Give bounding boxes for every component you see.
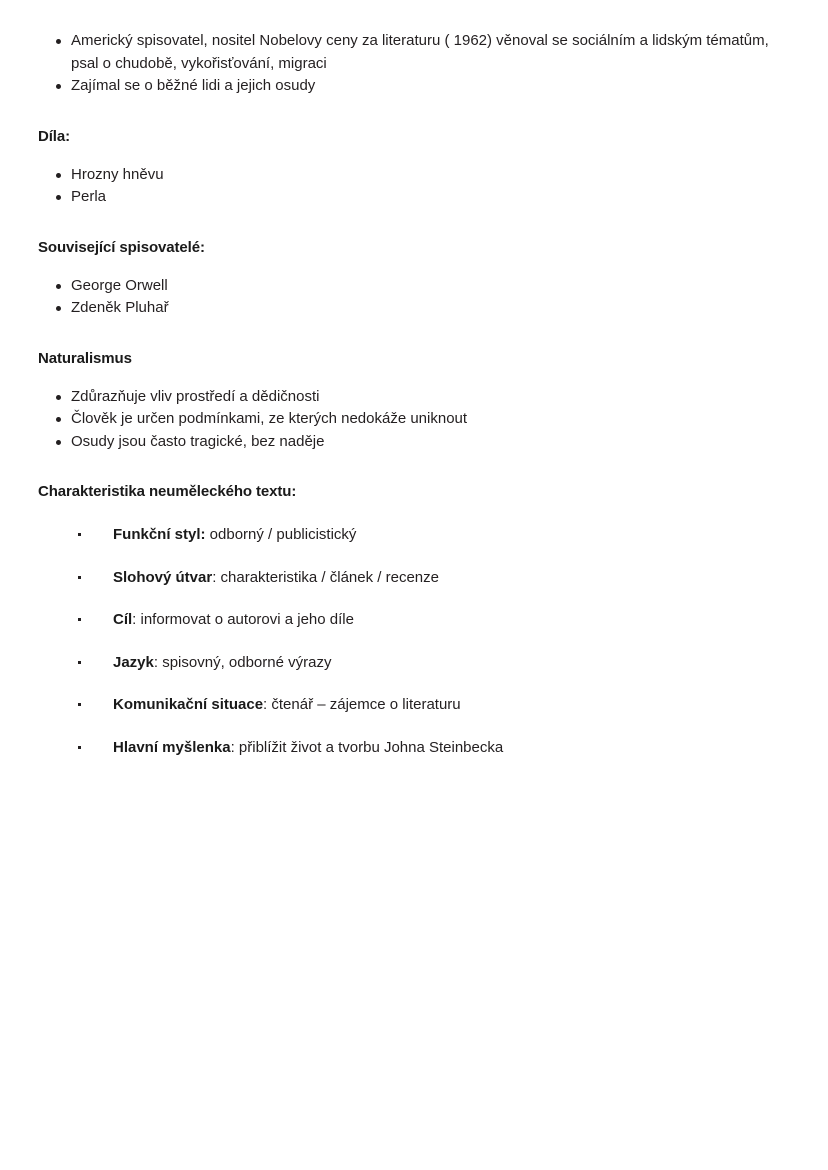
bullet-dot-icon bbox=[56, 39, 61, 44]
bullet-dot-icon bbox=[56, 417, 61, 422]
bullet-square-icon bbox=[78, 533, 81, 536]
intro-bullet-list bbox=[38, 30, 790, 98]
list-item-label: Cíl bbox=[113, 611, 133, 628]
list-item bbox=[38, 75, 790, 98]
list-item bbox=[38, 186, 790, 209]
list-item bbox=[38, 275, 790, 298]
bullet-dot-icon bbox=[56, 195, 61, 200]
list-item bbox=[38, 386, 790, 409]
list-item-label: Slohový útvar bbox=[113, 568, 213, 586]
section-heading-charakteristika: Charakteristika neuměleckého textu: bbox=[38, 483, 297, 500]
souvisejici-list bbox=[38, 275, 790, 320]
list-item bbox=[38, 609, 790, 631]
section-heading-naturalismus: Naturalismus bbox=[38, 349, 132, 367]
list-item-value: : charakteristika / článek / recenze bbox=[212, 568, 439, 586]
list-item-value: : spisovný, odborné výrazy bbox=[153, 653, 332, 671]
list-item bbox=[38, 737, 790, 759]
list-item-text: Americký spisovatel, nositel Nobelovy ceny za literaturu ( 1962) věnoval se sociálním a lidským tématům, psal o chudobě, vykořisťování, migraci bbox=[71, 32, 769, 72]
bullet-square-icon bbox=[78, 576, 81, 579]
naturalismus-list bbox=[38, 386, 790, 454]
list-item bbox=[38, 164, 790, 187]
bullet-dot-icon bbox=[56, 173, 61, 178]
bullet-square-icon bbox=[78, 746, 81, 749]
list-item bbox=[38, 652, 790, 674]
list-item-value: odborný / publicistický bbox=[205, 526, 357, 543]
list-item-text: Osudy jsou často tragické, bez naděje bbox=[71, 432, 325, 450]
list-item bbox=[38, 431, 790, 454]
list-item bbox=[38, 524, 790, 546]
list-item-value: : čtenář – zájemce o literaturu bbox=[263, 696, 461, 713]
bullet-dot-icon bbox=[56, 440, 61, 445]
list-item-label: Komunikační situace bbox=[113, 696, 264, 713]
dila-list bbox=[38, 164, 790, 209]
bullet-dot-icon bbox=[56, 306, 61, 311]
list-item-text: Zdeněk Pluhař bbox=[71, 299, 169, 316]
list-item-text: Zajímal se o běžné lidi a jejich osudy bbox=[71, 77, 316, 94]
list-item-label: Jazyk bbox=[113, 653, 154, 671]
list-item-label: Funkční styl: bbox=[113, 526, 206, 543]
list-item bbox=[38, 408, 790, 431]
list-item-value: : přiblížit život a tvorbu Johna Steinbecka bbox=[230, 738, 504, 756]
list-item bbox=[38, 694, 790, 716]
bullet-dot-icon bbox=[56, 284, 61, 289]
list-item-text: Hrozny hněvu bbox=[71, 165, 164, 183]
list-item bbox=[38, 297, 790, 320]
section-heading-souvisejici: Související spisovatelé: bbox=[38, 238, 205, 256]
list-item bbox=[38, 567, 790, 589]
list-item-text: Zdůrazňuje vliv prostředí a dědičnosti bbox=[71, 387, 320, 405]
list-item-text: George Orwell bbox=[71, 276, 168, 294]
section-heading-dila: Díla: bbox=[38, 127, 71, 145]
list-item-text: Člověk je určen podmínkami, ze kterých nedokáže uniknout bbox=[71, 410, 468, 427]
bullet-dot-icon bbox=[56, 84, 61, 89]
list-item-value: : informovat o autorovi a jeho díle bbox=[132, 611, 354, 628]
bullet-dot-icon bbox=[56, 395, 61, 400]
list-item-label: Hlavní myšlenka bbox=[113, 738, 231, 756]
bullet-square-icon bbox=[78, 618, 81, 621]
list-item-text: Perla bbox=[71, 188, 107, 205]
list-item bbox=[38, 30, 790, 75]
bullet-square-icon bbox=[78, 661, 81, 664]
document-content bbox=[38, 30, 790, 759]
bullet-square-icon bbox=[78, 703, 81, 706]
charakteristika-list bbox=[38, 524, 790, 759]
